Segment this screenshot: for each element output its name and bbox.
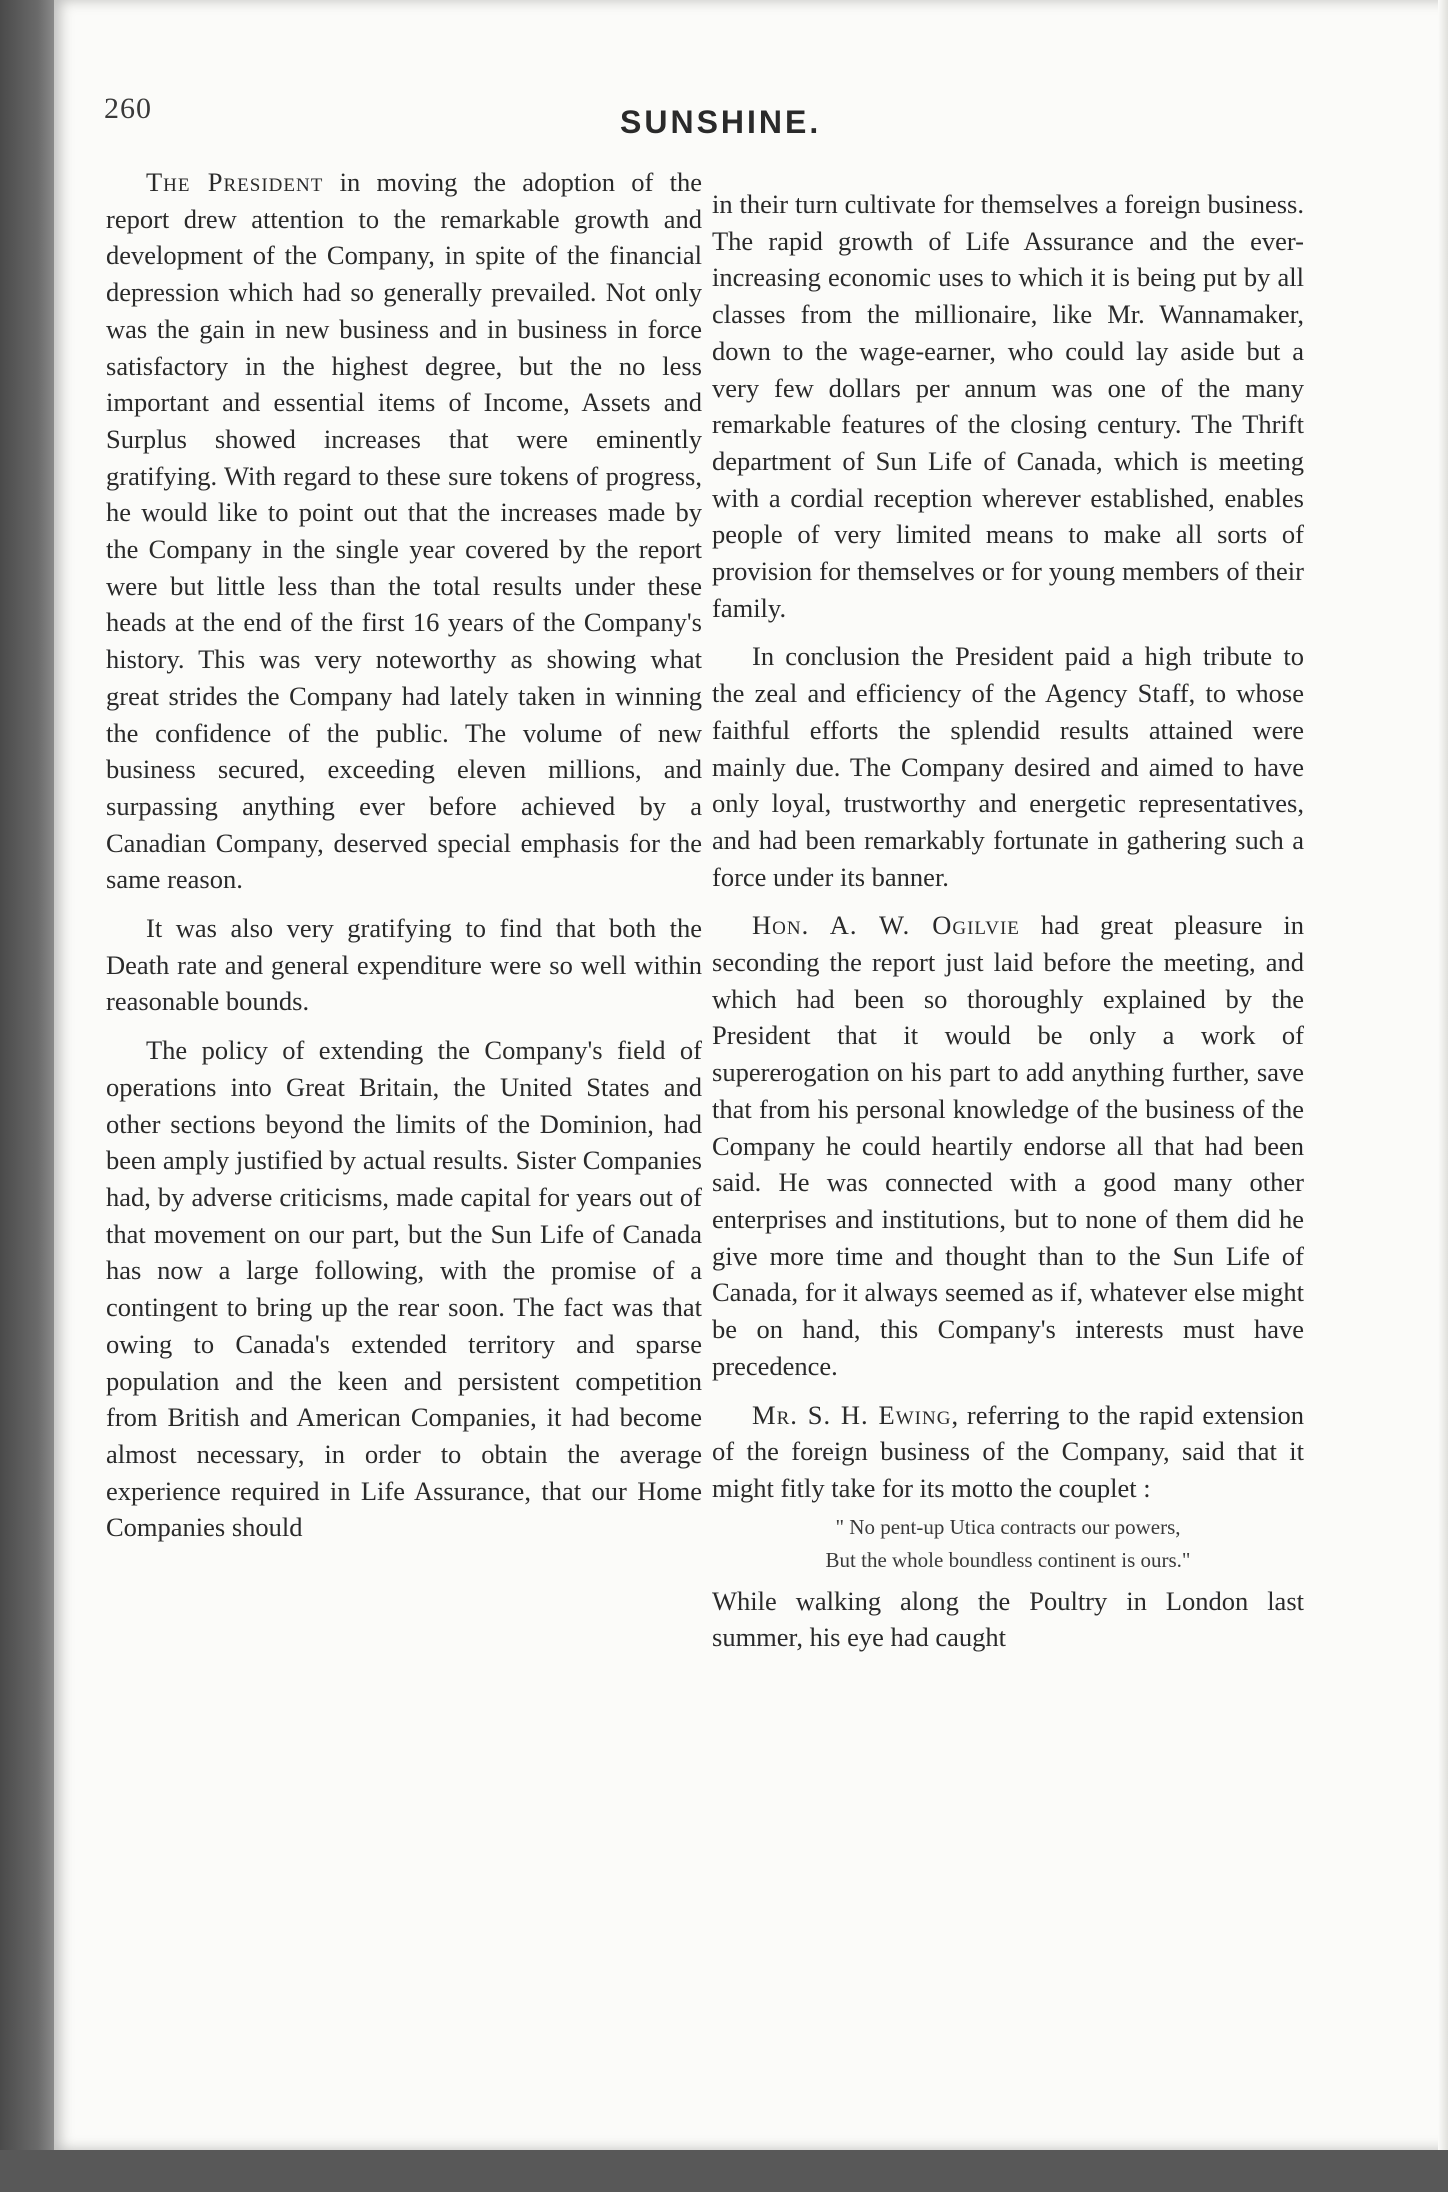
verse-line: " No pent-up Utica contracts our powers, xyxy=(835,1514,1181,1539)
right-column xyxy=(712,186,1304,1668)
paragraph-poultry: While walking along the Poultry in London last summer, his eye had caught xyxy=(712,1585,1304,1653)
paragraph-ewing xyxy=(712,1397,1304,1507)
scan-bottom-margin xyxy=(0,2150,1448,2192)
paragraph-president-report xyxy=(106,164,702,898)
paragraph-ogilvie xyxy=(712,907,1304,1384)
paragraph-foreign-business: in their turn cultivate for themselves a foreign business. The rapid growth of Life Assurance and the ever-increasing economic uses to which it is being put by all classes from the millionaire, like Mr. Wannamaker, down to the wage-earner, who could lay aside but a very few dollars per annum was one of the many remarkable features of the closing century. The Thrift department of Sun Life of Canada, which is meeting with a cordial reception wherever established, enables people of very limited means to make all sorts of provision for themselves or for young members of their family. xyxy=(712,189,1304,623)
running-head: SUNSHINE. xyxy=(620,104,822,140)
paragraph-text: in moving the adoption of the report drew attention to the remarkable growth and development of the Company, in spite of the financial depression which had so generally prevailed. Not only was the gain in new business and in business in force satisfactory in the highest degree, but the no less important and essential items of Income, Assets and Surplus showed increases that were eminently gratifying. With regard to these sure tokens of progress, he would like to point out that the increases made by the Company in the single year covered by the report were but little less than the total results under these heads at the end of the first 16 years of the Company's history. This was very noteworthy as showing what great strides the Company had lately taken in winning the confidence of the public. The volume of new business secured, exceeding eleven millions, and surpassing anything ever before achieved by a Canadian Company, deserved special emphasis for the same reason. xyxy=(106,167,702,895)
speaker-lead: Hon. A. W. Ogilvie xyxy=(752,910,1020,941)
paragraph-death-rate: It was also very gratifying to find that both the Death rate and general expenditure were so well within reasonable bounds. xyxy=(106,913,702,1017)
paragraph-foreign-policy: The policy of extending the Company's field of operations into Great Britain, the United States and other sections beyond the limits of the Dominion, had been amply justified by actual results. Sister Companies had, by adverse criticisms, made capital for years out of that movement on our part, but the Sun Life of Canada has now a large following, with the promise of a contingent to bring up the rear soon. The fact was that owing to Canada's extended territory and sparse population and the keen and persistent competition from British and American Companies, it had become almost necessary, in order to obtain the average experience required in Life Assurance, that our Home Companies should xyxy=(106,1035,702,1543)
paragraph-text: had great pleasure in seconding the report just laid before the meeting, and which had been so thoroughly explained by the President that it would be only a work of supererogation on his part to add anything further, save that from his personal knowledge of the business of the Company he could heartily endorse all that had been said. He was connected with a good many other enterprises and institutions, but to none of them did he give more time and thought than to the Sun Life of Canada, for it always seemed as if, whatever else might be on hand, this Company's interests must have precedence. xyxy=(712,910,1304,1381)
scan-left-margin xyxy=(0,0,54,2192)
page-edge-shadow xyxy=(1438,0,1448,2150)
paragraph-conclusion: In conclusion the President paid a high tribute to the zeal and efficiency of the Agency Staff, to whose faithful efforts the splendid results attained were mainly due. The Company desired and aimed to have only loyal, trustworthy and energetic representatives, and had been remarkably fortunate in gathering such a force under its banner. xyxy=(712,641,1304,892)
left-column xyxy=(106,164,702,1558)
verse-couplet xyxy=(712,1511,1304,1577)
paragraph-text: , referring to the rapid extension of the foreign business of the Company, said that it might fitly take for its motto the couplet : xyxy=(712,1399,1304,1503)
page-number: 260 xyxy=(104,92,152,125)
speaker-lead: The President xyxy=(146,167,324,197)
verse-line: But the whole boundless continent is ours." xyxy=(825,1547,1191,1572)
speaker-lead: Mr. S. H. Ewing xyxy=(752,1399,952,1430)
